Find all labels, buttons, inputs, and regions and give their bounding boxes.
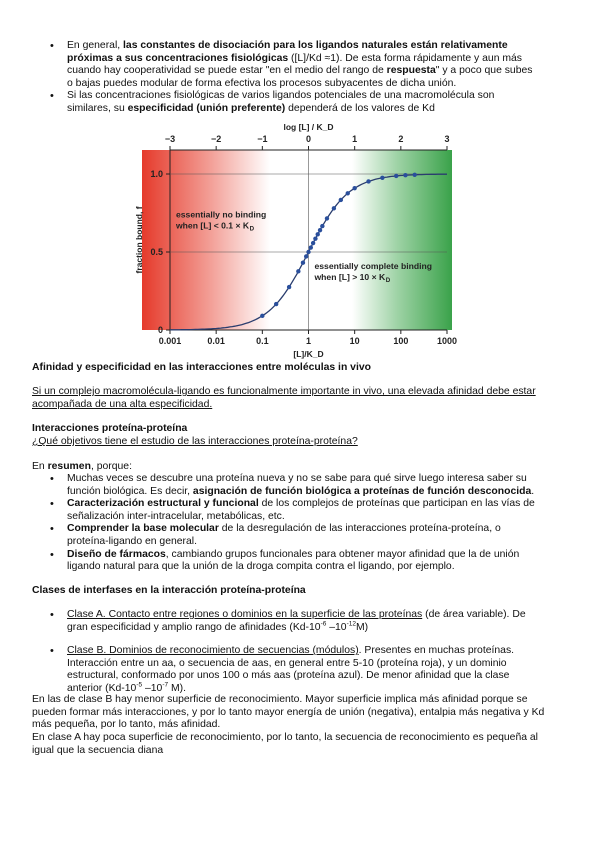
top-tick-label: 3 — [444, 134, 450, 144]
question-ppi: ¿Qué objetivos tiene el estudio de las interacciones proteína-proteína? — [32, 436, 358, 447]
mid-bullet-list — [0, 473, 600, 574]
data-point — [332, 206, 336, 210]
y-tick-label: 0.5 — [150, 247, 163, 257]
top-axis-label: log [L] / K_D — [283, 122, 334, 132]
annotation-no-binding-sub: D — [249, 225, 255, 233]
top-tick-label: −1 — [257, 134, 268, 144]
data-point — [274, 302, 278, 306]
top-tick-label: 2 — [398, 134, 404, 144]
x-tick-label: 10 — [349, 336, 360, 346]
top-bullet-list — [0, 40, 600, 116]
bullet-item: • Diseño de fármacos, cambiando grupos funcionales para obtener mayor afinidad que la de unión ligando natural para que la unión de la droga compita contra el ligando, por ejemplo. — [0, 549, 600, 574]
data-point — [352, 186, 356, 190]
data-point — [366, 179, 370, 183]
heading-interfaces: Clases de interfases en la interacción proteína-proteína — [32, 585, 306, 596]
complete-binding-region — [352, 150, 452, 330]
x-tick-label: 0.1 — [256, 336, 269, 346]
data-point — [412, 173, 416, 177]
top-tick-label: −2 — [211, 134, 222, 144]
bullet-item: • Si las concentraciones fisiológicas de varios ligandos potenciales de una macromolécula son similares, su especificidad (unión preferente) dependerá de los valores de Kd — [0, 90, 600, 115]
bullet-item: • Muchas veces se descubre una proteína nueva y no se sabe para qué sirve luego interesa saber su función biológica. Es decir, asignación de función biológica a proteínas de función desconocida. — [0, 473, 600, 498]
paragraph-class-a: En clase A hay poca superficie de reconocimiento, por lo tanto, la secuencia de reconocimiento es pequeña al igual que la secuencia diana — [32, 732, 538, 756]
paragraph-affinity: Si un complejo macromolécula-ligando es funcionalmente importante in vivo, una elevada afinidad debe estar acompañada de una alta especificidad. — [32, 386, 536, 410]
annotation-complete-binding-line2: when [L] > 10 × K — [314, 272, 386, 283]
data-point — [309, 245, 313, 249]
data-point — [325, 216, 329, 220]
y-tick-label: 0 — [157, 325, 163, 335]
data-point — [403, 173, 407, 177]
y-axis-label: fraction bound, f — [134, 206, 144, 274]
data-point — [394, 174, 398, 178]
data-point — [320, 224, 324, 228]
bullet-item: • Comprender la base molecular de la desregulación de las interacciones proteína-proteína, o proteína-ligando en general. — [0, 523, 600, 548]
bullet-item: • En general, las constantes de disociación para los ligandos naturales están relativamente próximas a sus concentraciones fisiológicas ([L]/Kd ≈1). De esta forma rápidamente y aun más cuando hay cooperatividad se puede estar "en el medio del rango de respuesta" y a poco que subes o bajas puedes modular de forma efectiva los procesos subyacentes de dicha unión. — [0, 40, 600, 90]
bullet-item: • Caracterización estructural y funcional de los complejos de proteínas que participan en las vías de señalización inter-intracelular, metabólicas, etc. — [0, 498, 600, 523]
data-point — [380, 176, 384, 180]
data-point — [306, 250, 310, 254]
heading-ppi: Interacciones proteína-proteína — [32, 423, 188, 434]
x-tick-label: 100 — [393, 336, 409, 346]
x-axis-label: [L]/K_D — [293, 349, 324, 359]
resumen-line: En resumen, porque: — [32, 461, 132, 472]
data-point — [346, 191, 350, 195]
top-tick-label: 0 — [305, 134, 312, 144]
annotation-complete-binding-sub: D — [385, 277, 391, 285]
paragraph-class-b: En las de clase B hay menor superficie de reconocimiento. Mayor superficie implica más afinidad porque se pueden formar más interacciones, y por lo tanto mayor energía de unión (negativa), entalpia más negativa y Kd más pequeña, por lo tanto, más afinidad. — [32, 694, 545, 731]
data-point — [260, 314, 264, 318]
data-point — [311, 241, 315, 245]
binding-curve-chart — [130, 118, 470, 359]
data-point — [318, 228, 322, 232]
top-tick-label: −3 — [164, 134, 176, 144]
data-point — [313, 236, 317, 240]
x-tick-label: 1 — [305, 336, 312, 346]
data-point — [304, 254, 308, 258]
data-point — [287, 285, 291, 289]
data-point — [296, 269, 300, 273]
x-tick-label: 1000 — [436, 336, 458, 346]
class-b-item: • Clase B. Dominios de reconocimiento de secuencias (módulos). Presentes en muchas proteínas. Interacción entre un aa, o secuencia de aas, en general entre 5-10 (proteína roja), y un dominio estructural, conformado por unos 100 o más aas (proteína azul). De menor afinidad que la clase anterior ($Kd-10^{-5}$ $-10^{-7}$ M). — [0, 645, 600, 695]
data-point — [301, 261, 305, 265]
x-tick-label: 0.001 — [158, 336, 182, 346]
annotation-complete-binding-line1: essentially complete binding — [314, 261, 432, 272]
x-tick-label: 0.01 — [207, 336, 225, 346]
top-tick-label: 1 — [352, 134, 358, 144]
class-a-item: • Clase A. Contacto entre regiones o dominios en la superficie de las proteínas (de área variable). De gran especificidad y amplio rango de afinidades ($Kd-10^{-6}$ $-10^{-12}M$) — [0, 609, 600, 634]
y-tick-label: 1.0 — [150, 169, 163, 179]
annotation-no-binding-line1: essentially no binding — [176, 209, 267, 220]
data-point — [316, 232, 320, 236]
data-point — [339, 198, 343, 202]
heading-affinity: Afinidad y especificidad en las interacciones entre moléculas in vivo — [32, 362, 371, 373]
annotation-no-binding-line2: when [L] < 0.1 × K — [176, 220, 250, 231]
